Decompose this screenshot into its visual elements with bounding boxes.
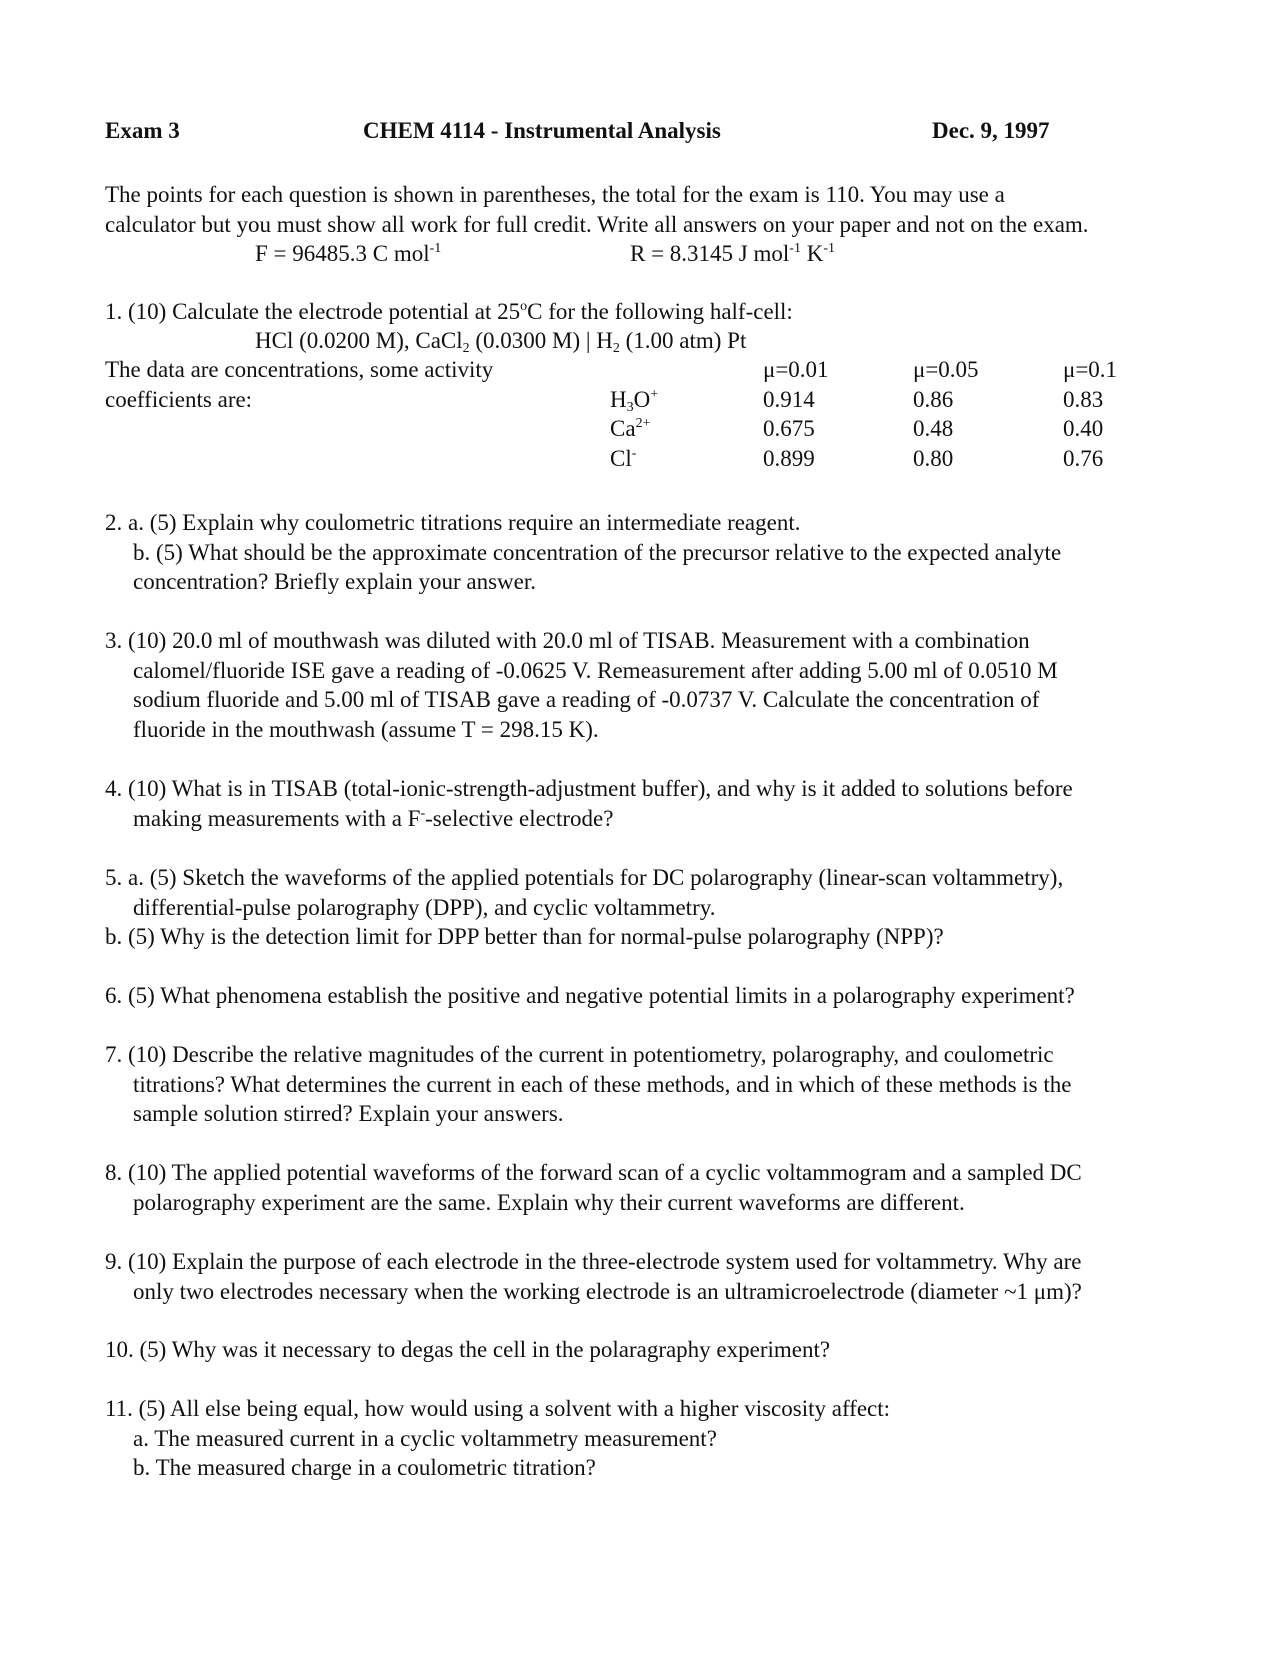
exam-date: Dec. 9, 1997 <box>932 118 1050 143</box>
ionic-strength-header: μ=0.05 <box>913 357 979 382</box>
table-description-1: The data are concentrations, some activity <box>105 357 494 382</box>
table-row <box>105 385 1117 415</box>
faraday-constant: F = 96485.3 C mol$^{-1}$ <box>255 241 442 266</box>
table-cell: 0.48 <box>913 416 954 441</box>
question-11: 11. (5) All else being equal, how would using a solvent with a higher viscosity affect: a. The measured current in a cyclic voltammetry measurement? b. The measured charge in a coulometric titration? <box>105 1396 891 1480</box>
table-cell: 0.83 <box>1063 386 1104 412</box>
instructions-line-1: The points for each question is shown in parentheses, the total for the exam is 110. You may use a <box>105 182 1005 207</box>
table-cell: 0.80 <box>913 445 954 471</box>
question-7: 7. (10) Describe the relative magnitudes of the current in potentiometry, polarography, and coulometric titrations? What determines the current in each of these methods, and in which of these methods is the sample solution stirred? Explain your answers. <box>105 1042 1072 1126</box>
ion-label: $Ca^{2+}$ <box>610 416 651 441</box>
table-row <box>105 444 1117 474</box>
table-description-2: coefficients are: <box>105 386 253 412</box>
table-cell: 0.914 <box>763 386 815 412</box>
question-5: 5. a. (5) Sketch the waveforms of the applied potentials for DC polarography (linear-scan voltammetry), differential-pulse polarography (DPP), and cyclic voltammetry. b. (5) Why is the detection limit for DPP better than for normal-pulse polarography (NPP)? <box>105 865 1064 949</box>
question-3: 3. (10) 20.0 ml of mouthwash was diluted with 20.0 ml of TISAB. Measurement with a combination calomel/fluoride ISE gave a reading of -0.0625 V. Remeasurement after adding 5.00 ml of 0.0510 M sodium fluoride and 5.00 ml of TISAB gave a reading of -0.0737 V. Calculate the concentration of fluoride in the mouthwash (assume T = 298.15 K). <box>105 628 1058 742</box>
table-cell: 0.899 <box>763 445 815 471</box>
ion-label: $H_3O^+$ <box>610 386 659 415</box>
question-2: 2. a. (5) Explain why coulometric titrations require an intermediate reagent. b. (5) What should be the approximate concentration of the precursor relative to the expected analyte concentration? Briefly explain your answer. <box>105 510 1062 594</box>
exam-number: Exam 3 <box>105 118 180 143</box>
question-10: 10. (5) Why was it necessary to degas the cell in the polaragraphy experiment? <box>105 1337 831 1362</box>
activity-coefficient-table <box>105 355 1117 473</box>
question-8: 8. (10) The applied potential waveforms of the forward scan of a cyclic voltammogram and a sampled DC polarography experiment are the same. Explain why their current waveforms are different. <box>105 1160 1082 1215</box>
ionic-strength-header: μ=0.1 <box>1063 357 1118 382</box>
question-9: 9. (10) Explain the purpose of each electrode in the three-electrode system used for voltammetry. Why are only two electrodes necessary when the working electrode is an ultramicroelectrode (diameter ~1 μm)? <box>105 1249 1082 1304</box>
half-cell-notation: HCl (0.0200 M), CaCl$_2$ (0.0300 M) | $H_2$ (1.00 atm) Pt <box>255 328 747 356</box>
course-title: CHEM 4114 - Instrumental Analysis <box>363 118 721 143</box>
table-row <box>105 414 1117 444</box>
question-6: 6. (5) What phenomena establish the positive and negative potential limits in a polarography experiment? <box>105 983 1075 1008</box>
ionic-strength-header: μ=0.01 <box>763 357 829 382</box>
instructions-line-2: calculator but you must show all work for full credit. Write all answers on your paper and not on the exam. <box>105 211 1089 237</box>
question-1: 1. (10) Calculate the electrode potential at 25$^o$C for the following half-cell: <box>105 299 793 324</box>
table-cell: 0.675 <box>763 416 815 441</box>
table-cell: 0.86 <box>913 386 954 412</box>
gas-constant: R = 8.3145 J mol$^{-1}$ $K^{-1}$ <box>630 241 836 266</box>
instructions <box>105 180 1195 239</box>
ion-label: Cl- <box>610 445 637 471</box>
question-4: 4. (10) What is in TISAB (total-ionic-strength-adjustment buffer), and why is it added to solutions before making measurements with a F--selective electrode? <box>105 776 1073 831</box>
table-cell: 0.76 <box>1063 445 1104 471</box>
table-cell: 0.40 <box>1063 416 1104 441</box>
table-header-row <box>105 355 1117 385</box>
